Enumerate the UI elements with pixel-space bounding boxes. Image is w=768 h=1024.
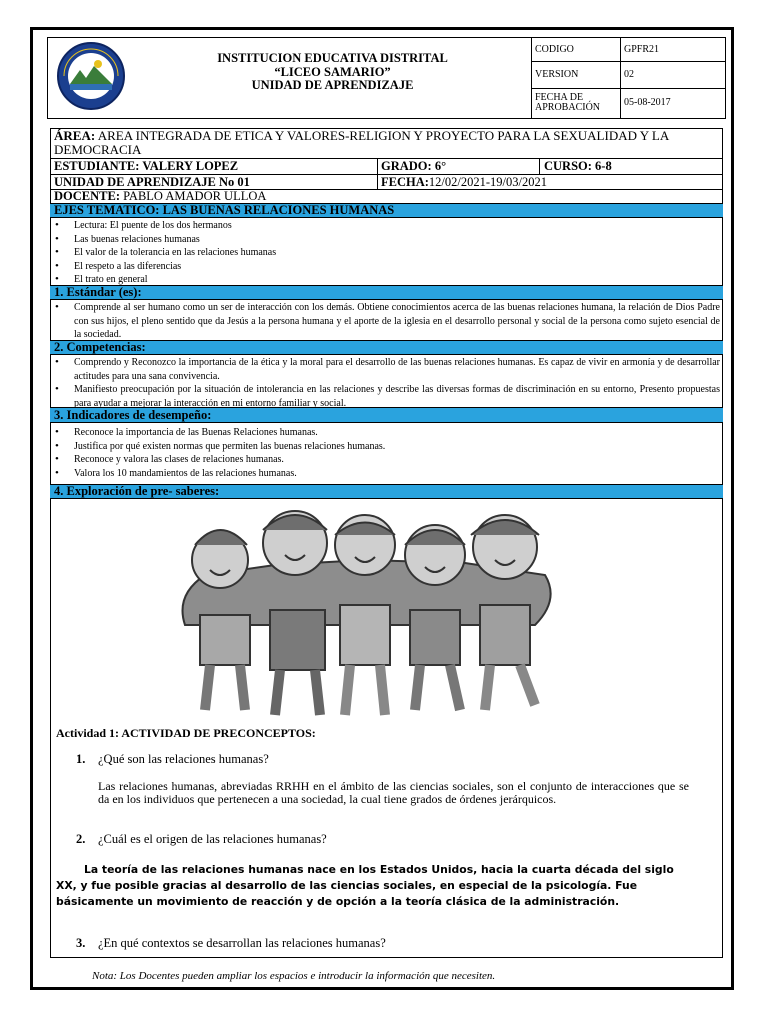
teacher-label: DOCENTE: bbox=[54, 189, 120, 203]
teacher-value: PABLO AMADOR ULLOA bbox=[123, 189, 267, 203]
competencias-list bbox=[50, 356, 720, 410]
estandar-header: 1. Estándar (es): bbox=[50, 286, 723, 300]
unit-number: UNIDAD DE APRENDIZAJE No 01 bbox=[54, 175, 250, 189]
area-row bbox=[50, 128, 723, 159]
grade: GRADO: 6° bbox=[377, 159, 539, 174]
exploracion-header: 4. Exploración de pre- saberes: bbox=[50, 485, 723, 499]
ejes-header: EJES TEMATICO: LAS BUENAS RELACIONES HUMANAS bbox=[50, 204, 723, 218]
question-3-number: 3. bbox=[76, 936, 86, 950]
indicadores-row bbox=[50, 423, 723, 485]
ejes-list bbox=[50, 219, 723, 287]
date-label: FECHA: bbox=[381, 175, 429, 189]
list-item: • Lectura: El puente de los dos hermanos bbox=[50, 219, 723, 233]
list-item: • Las buenas relaciones humanas bbox=[50, 233, 723, 247]
competencias-row bbox=[50, 355, 723, 408]
children-illustration bbox=[165, 505, 565, 725]
estandar-list bbox=[50, 301, 720, 342]
approval-date-value: 05-08-2017 bbox=[621, 88, 726, 118]
institution-name: INSTITUCION EDUCATIVA DISTRITAL bbox=[217, 51, 448, 65]
estandar-row bbox=[50, 300, 723, 341]
list-item: • Comprendo y Reconozco la importancia de la ética y la moral para el desarrollo de las buenas relaciones humanas. Es capaz de vivir en armonía y de desarrollar actitudes para una sana convivencia. bbox=[50, 356, 720, 383]
question-1: ¿Qué son las relaciones humanas? bbox=[98, 752, 269, 766]
answer-2: La teoría de las relaciones humanas nace en los Estados Unidos, hacia la cuarta década del siglo XX, y fue posible gracias al desarrollo de las ciencias sociales, en especial de la psicología. Fue básicamente un movimiento de reacción y de opción a la teoría clásica de la administración. bbox=[56, 863, 674, 908]
teacher-row bbox=[50, 190, 723, 204]
institution-header bbox=[170, 52, 495, 93]
indicadores-list bbox=[50, 426, 723, 480]
list-item: • Reconoce y valora las clases de relaciones humanas. bbox=[50, 453, 723, 467]
list-item: • El trato en general bbox=[50, 273, 723, 287]
list-item: • El valor de la tolerancia en las relaciones humanas bbox=[50, 246, 723, 260]
code-label: CODIGO bbox=[532, 38, 621, 62]
approval-date-label: FECHA DE APROBACIÓN bbox=[532, 88, 621, 118]
question-2-number: 2. bbox=[76, 832, 86, 846]
answer-1: Las relaciones humanas, abreviadas RRHH en el ámbito de las ciencias sociales, son el conjunto de interacciones que se da en los individuos que pertenecen a una sociedad, la cual tiene grados de órdenes jerárquicos. bbox=[98, 779, 689, 806]
area-label: ÁREA: bbox=[54, 128, 96, 143]
unit-row bbox=[50, 175, 723, 190]
code-value: GPFR21 bbox=[621, 38, 726, 62]
date-cell bbox=[377, 175, 723, 189]
school-logo bbox=[56, 40, 126, 112]
student-name: ESTUDIANTE: VALERY LOPEZ bbox=[54, 159, 239, 173]
list-item: • Manifiesto preocupación por la situación de intolerancia en las relaciones y describe las diversas formas de discriminación en su entorno, Presento propuestas para ayudar a mejorar la interacción en mi entorno familiar y social. bbox=[50, 383, 720, 410]
student-row bbox=[50, 159, 723, 175]
list-item: • Valora los 10 mandamientos de las relaciones humanas. bbox=[50, 467, 723, 481]
list-item: • Reconoce la importancia de las Buenas Relaciones humanas. bbox=[50, 426, 723, 440]
course: CURSO: 6-8 bbox=[539, 159, 723, 174]
code-table bbox=[531, 37, 726, 119]
ejes-list-row bbox=[50, 218, 723, 286]
estandar-text: • Comprende al ser humano como un ser de interacción con los demás. Obtiene conocimientos acerca de las buenas relaciones humana, la relación de Dios Padre con sus hijos, el pleno sentido que da Jesús a la persona humana y el aporte de la iglesia en el desarrollo personal y social de la persona como sujeto esencial de la sociedad. bbox=[50, 301, 720, 342]
indicadores-header: 3. Indicadores de desempeño: bbox=[50, 408, 723, 423]
date-value: 12/02/2021-19/03/2021 bbox=[428, 175, 547, 189]
activity-title: Actividad 1: ACTIVIDAD DE PRECONCEPTOS: bbox=[56, 726, 316, 740]
footer-note: Nota: Los Docentes pueden ampliar los espacios e introducir la información que necesiten. bbox=[92, 970, 496, 982]
version-value: 02 bbox=[621, 62, 726, 88]
question-1-number: 1. bbox=[76, 752, 86, 766]
question-3: ¿En qué contextos se desarrollan las relaciones humanas? bbox=[98, 936, 386, 950]
area-value: AREA INTEGRADA DE ETICA Y VALORES-RELIGION Y PROYECTO PARA LA SEXUALIDAD Y LA DEMOCRACIA bbox=[54, 128, 669, 157]
version-label: VERSION bbox=[532, 62, 621, 88]
competencias-header: 2. Competencias: bbox=[50, 341, 723, 355]
school-name: “LICEO SAMARIO” bbox=[274, 64, 391, 79]
document-type: UNIDAD DE APRENDIZAJE bbox=[251, 78, 414, 92]
list-item: • Justifica por qué existen normas que permiten las buenas relaciones humanas. bbox=[50, 440, 723, 454]
list-item: • El respeto a las diferencias bbox=[50, 260, 723, 274]
question-2: ¿Cuál es el origen de las relaciones humanas? bbox=[98, 832, 327, 846]
